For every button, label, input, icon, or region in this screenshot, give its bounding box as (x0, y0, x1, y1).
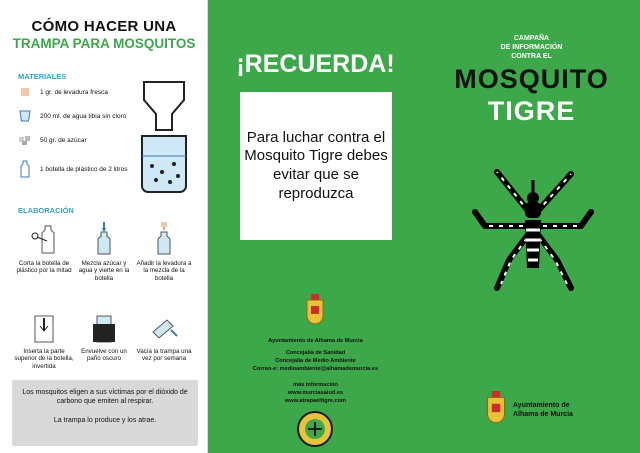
website-link-atrapaeltigre[interactable]: www.atrapaeltigre.com (284, 398, 347, 404)
coat-of-arms-icon (483, 391, 509, 427)
step-item: Mezcla azúcar y agua y vierte en la botella (74, 222, 134, 282)
org-line: Ayuntamiento de (513, 402, 570, 409)
materials-heading: MATERIALES (18, 72, 67, 81)
dept-environment: Concejalía de Medio Ambiente (275, 358, 356, 364)
org-name: Ayuntamiento de Alhama de Murcia (268, 338, 363, 344)
website-link-murciasalud[interactable]: www.murciasalud.es (287, 390, 344, 396)
reminder-message: Para luchar contra el Mosquito Tigre debes evitar que se reproduzca (244, 128, 388, 202)
material-item: 50 gr. de azúcar (18, 134, 87, 146)
mosquito-icon (463, 156, 603, 296)
scissors-bottle-icon (29, 222, 59, 256)
material-item: 1 gr. de levadura fresca (18, 86, 108, 98)
step-item: Corta la botella de plástico por la mitad (14, 222, 74, 275)
org-block (513, 402, 573, 420)
org-line: Alhama de Murcia (513, 410, 573, 418)
more-info-label: más información (293, 382, 338, 388)
material-item: 200 ml. de agua tibia sin cloro (18, 110, 126, 122)
yeast-icon (18, 86, 32, 98)
step-item: Añadir la levadura a la mezcla de la botella (134, 222, 194, 282)
cover-panel (423, 0, 640, 453)
step-item: Envuelve con un paño oscuro (74, 310, 134, 363)
empty-bottle-icon (149, 310, 179, 344)
campaign-label: CAMPAÑA DE INFORMACIÓN CONTRA EL (500, 35, 563, 61)
title-tigre: TIGRE (487, 96, 576, 126)
elaboration-heading: ELABORACIÓN (18, 206, 74, 215)
title-mosquito: MOSQUITO (454, 64, 609, 94)
atrapa-el-tigre-logo (296, 410, 334, 448)
step-item: Inserta la parte superior de la botella, invertida (14, 310, 74, 370)
info-note (12, 380, 198, 446)
step-item: Vacía la trampa una vez por semana (134, 310, 194, 363)
add-yeast-icon (149, 222, 179, 256)
coat-of-arms-icon (303, 294, 327, 328)
contact-email[interactable]: Correo-e: medioambiente@alhamademurcia.es (252, 366, 379, 372)
info-note-text: La trampa lo produce y los atrae. (53, 417, 157, 425)
water-glass-icon (18, 110, 32, 122)
instructions-panel (0, 0, 208, 453)
insert-funnel-icon (29, 310, 59, 344)
bottle-trap-illustration (138, 76, 190, 194)
instructions-subtitle: TRAMPA PARA MOSQUITOS (12, 36, 196, 51)
reminder-box (240, 92, 392, 240)
reminder-panel (208, 0, 423, 453)
material-item: 1 botella de plástico de 2 litros (18, 160, 127, 178)
reminder-heading: ¡RECUERDA! (236, 50, 395, 78)
plastic-bottle-icon (18, 160, 32, 178)
pour-water-icon (89, 222, 119, 256)
info-note-text: Los mosquitos eligen a sus víctimas por el dióxido de carbono que emiten al respirar. (22, 389, 188, 406)
instructions-title: CÓMO HACER UNA (31, 18, 177, 35)
wrap-cloth-icon (89, 310, 119, 344)
sugar-icon (18, 134, 32, 146)
dept-health: Concejalía de Sanidad (285, 350, 346, 356)
